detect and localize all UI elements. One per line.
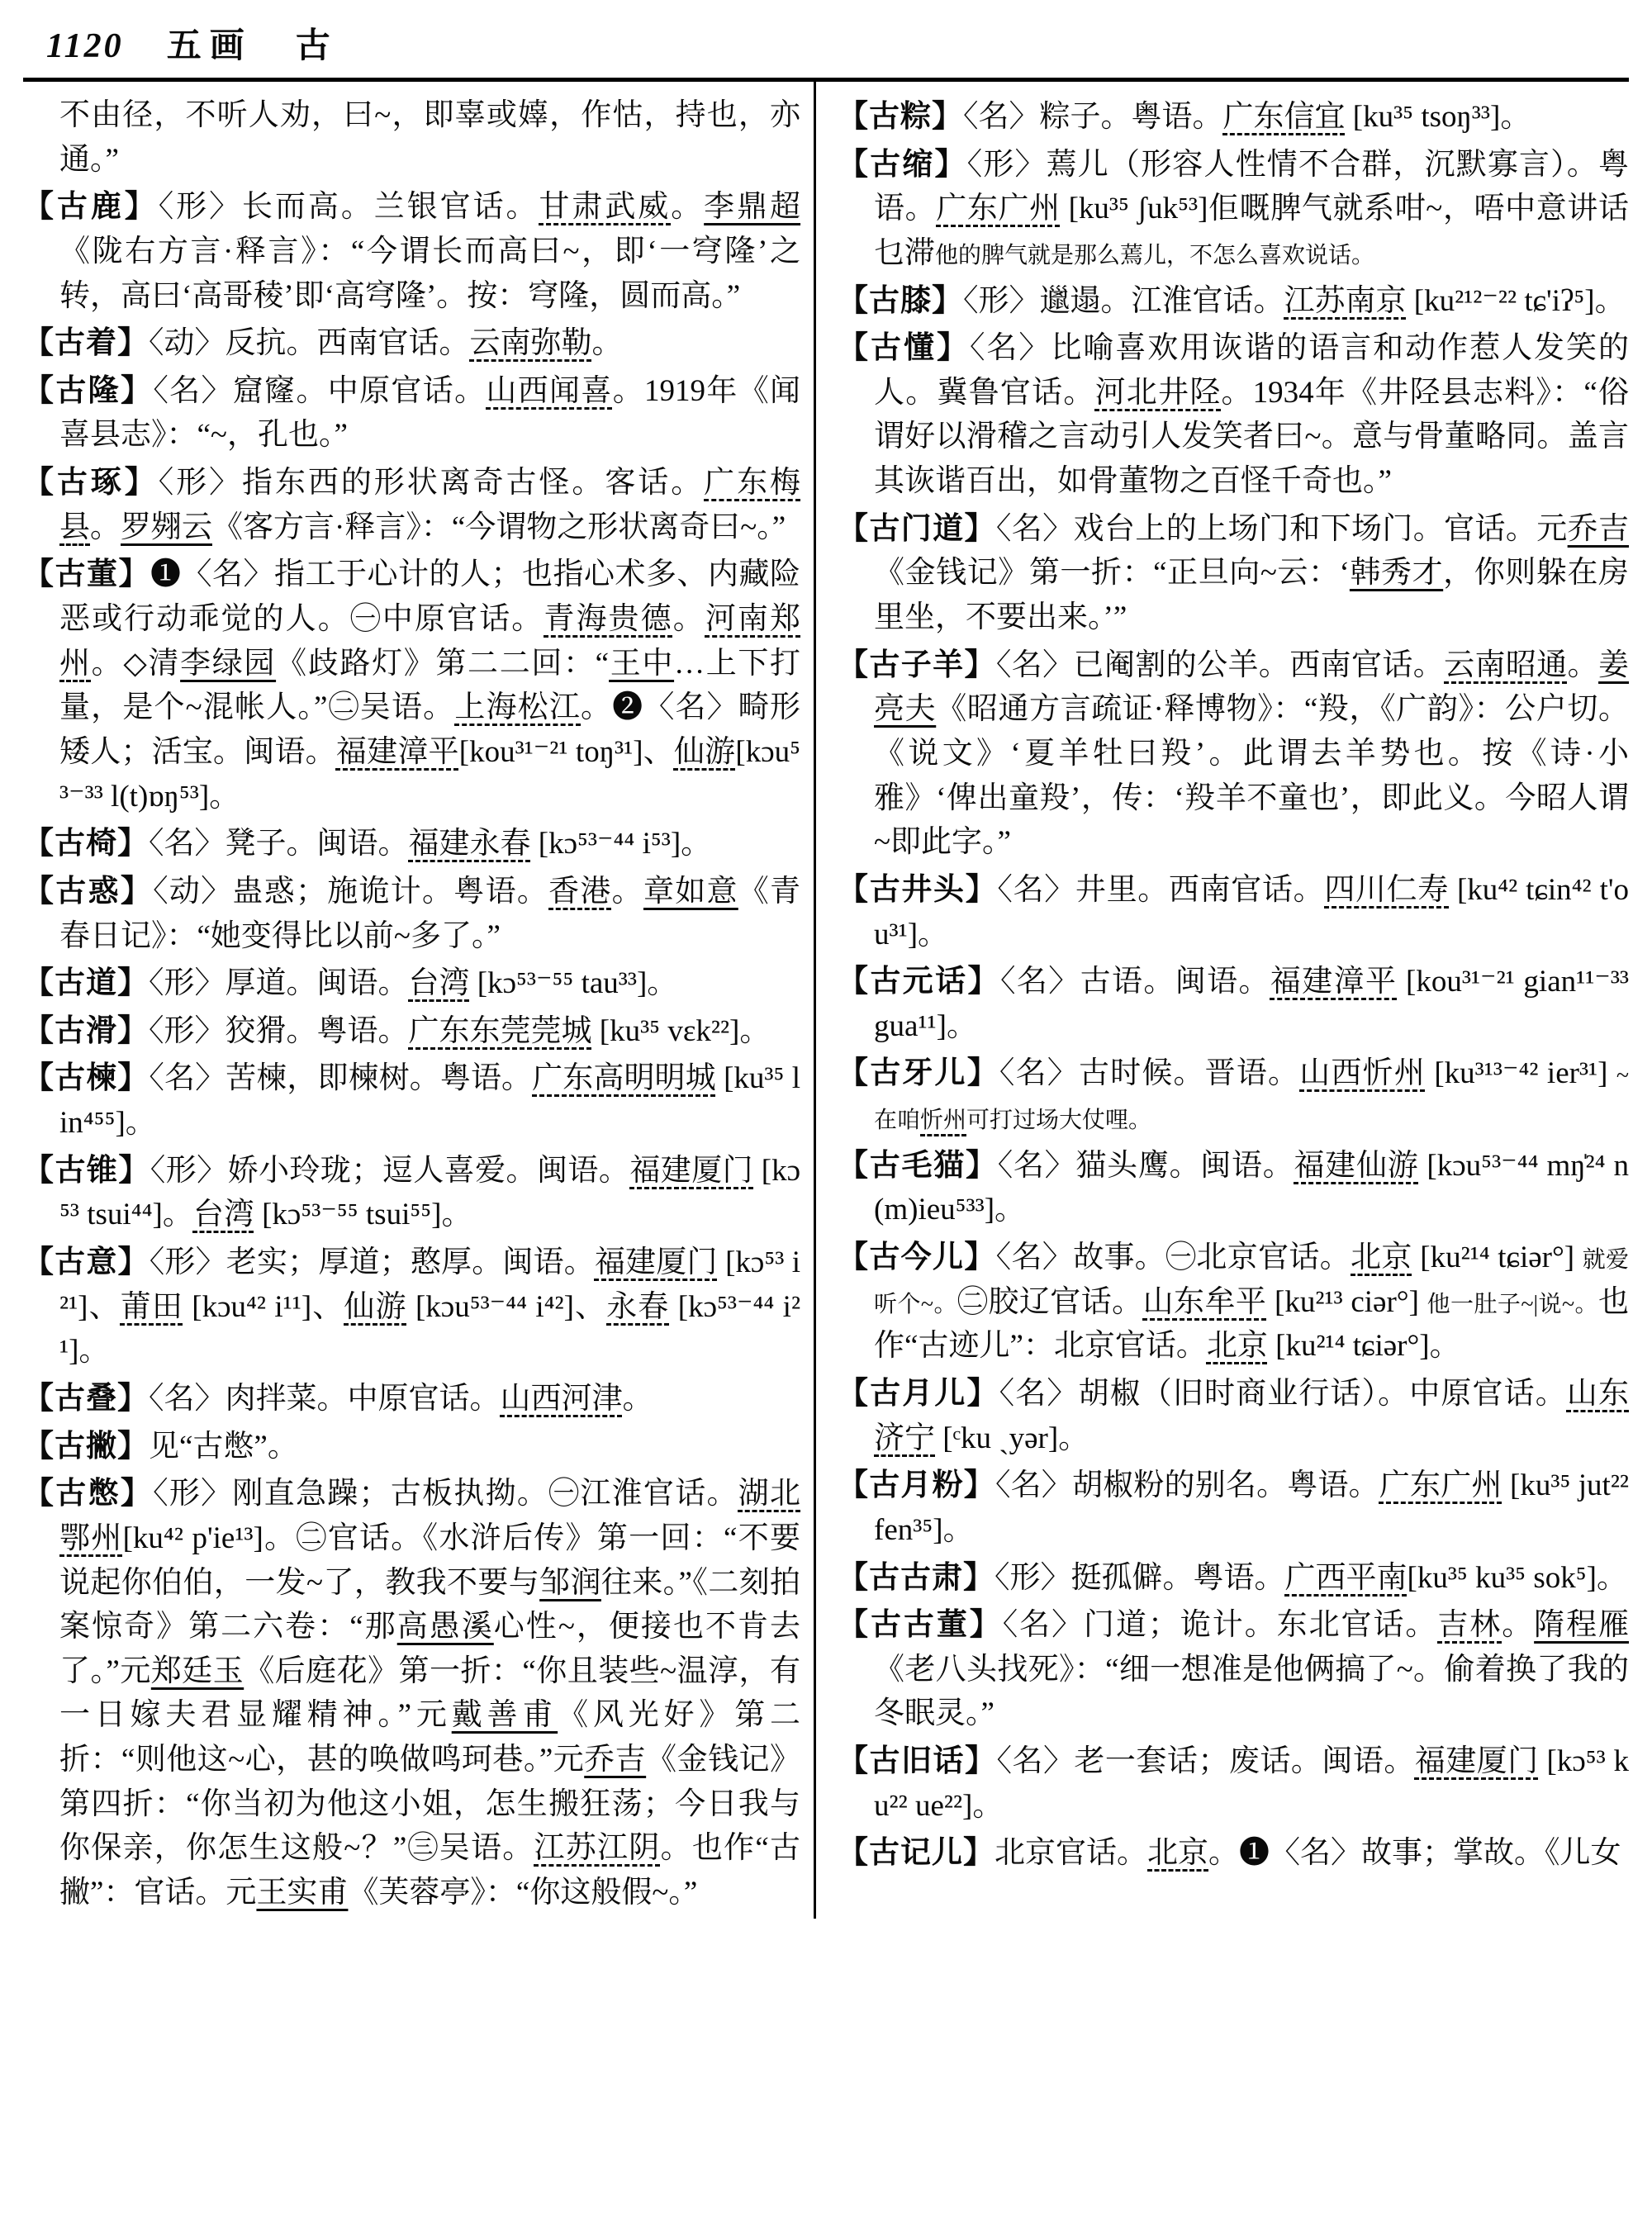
entry-text: [kɔu⁵³⁻³³ l(t)ɒŋ⁵³]。 <box>59 734 801 814</box>
entry-text: [kou³¹⁻²¹ toŋ³¹]、 <box>458 734 674 769</box>
entry-text: 〈名〉凳子。闽语。 <box>149 827 409 861</box>
dict-entry <box>23 1149 800 1237</box>
entry-text: [kɔ⁵³⁻⁵⁵ tau³³]。 <box>469 966 678 1001</box>
place-name: 吉林 <box>1437 1608 1502 1643</box>
place-name: 广西平南 <box>1284 1560 1408 1595</box>
dict-entry <box>838 95 1629 140</box>
entry-headword: 【古懂】 <box>838 331 970 366</box>
entry-text: 。 <box>671 190 705 225</box>
place-name: 福建厦门 <box>629 1153 754 1188</box>
entry-text: [ku³¹³⁻⁴² ier³¹] <box>1425 1056 1616 1091</box>
entry-text: [kou³¹⁻²¹ gian¹¹⁻³³ gua¹¹]。 <box>874 965 1630 1043</box>
dict-entry <box>838 143 1629 276</box>
person-name: 郑廷玉 <box>150 1654 244 1688</box>
entry-text: ㊁胶辽官话。 <box>957 1284 1143 1319</box>
place-name: 江苏南京 <box>1284 283 1407 318</box>
place-name: 北京 <box>1147 1836 1209 1871</box>
entry-text: 。 <box>622 1381 653 1416</box>
entry-text: 见“古憋”。 <box>149 1429 298 1464</box>
entry-text: 。 <box>591 326 623 361</box>
dict-entry <box>23 1377 800 1421</box>
place-name: 云南昭通 <box>1444 648 1568 682</box>
place-name: 山西忻州 <box>1299 1056 1426 1091</box>
entry-headword: 【古古肃】 <box>838 1560 995 1595</box>
entry-text: [ku³⁵ vɛk²²]。 <box>591 1013 771 1048</box>
entry-headword: 【古锥】 <box>23 1153 150 1188</box>
dict-entry <box>838 1556 1629 1601</box>
dict-entry <box>838 1739 1629 1828</box>
place-name: 福建仙游 <box>1294 1148 1419 1183</box>
entry-text: 《昭通方言疏证·释博物》：“羖，《广韵》：公户切。《说文》‘夏羊牡曰羖’。此谓去羊势也。按《诗·小雅》‘俾出童羖’，传：‘羖羊不童也’，即此义。今昭人谓~即此字。” <box>874 692 1630 860</box>
entry-text: [kɔ⁵³ tsui⁴⁴]。 <box>59 1153 801 1232</box>
place-name: 仙游 <box>673 734 736 769</box>
entry-text: 〈形〉长而高。兰银官话。 <box>158 190 539 225</box>
dict-entry <box>23 1425 800 1469</box>
place-name: 北京 <box>1351 1241 1412 1275</box>
dict-entry <box>838 1831 1629 1876</box>
entry-headword: 【古月儿】 <box>838 1376 999 1411</box>
person-name: 戴善甫 <box>451 1698 558 1733</box>
place-name: 湖北鄂州 <box>59 1477 801 1555</box>
place-name: 山西河津 <box>500 1381 623 1416</box>
entry-headword: 【古今儿】 <box>838 1241 996 1275</box>
person-name: 王实甫 <box>256 1875 349 1910</box>
entry-text: 〈形〉挺孤僻。粤语。 <box>995 1560 1285 1595</box>
dict-entry <box>23 1009 800 1054</box>
entry-text: 〈形〉邋遢。江淮官话。 <box>963 283 1284 318</box>
person-name: 李绿园 <box>180 646 277 681</box>
dict-entry <box>23 369 800 458</box>
entry-headword: 【古着】 <box>23 326 149 361</box>
dict-entry <box>23 961 800 1006</box>
person-name: 隋程雁 <box>1534 1608 1630 1643</box>
dict-entry <box>838 643 1629 865</box>
place-name: 广东广州 <box>936 192 1061 226</box>
place-name: 山东济宁 <box>874 1376 1630 1455</box>
entry-text: 〈名〉胡椒（旧时商业行话）。中原官话。 <box>999 1376 1567 1411</box>
entry-text: 〈形〉刚直急躁；古板执拗。㊀江淮官话。 <box>153 1477 738 1511</box>
entry-text: 。1934年《井陉县志料》：“俗谓好以滑稽之言动引人发笑者曰~。意与骨董略同。盖言其诙谐百出，如骨董物之百怪千奇也。” <box>874 375 1630 499</box>
entry-text: 。1919年《闻喜县志》：“~，孔也。” <box>59 373 801 453</box>
entry-text: 《歧路灯》第二二回：“ <box>276 646 610 681</box>
entry-text: [ku³⁵ tsoŋ³³]。 <box>1345 100 1531 134</box>
entry-headword: 【古撇】 <box>23 1429 149 1464</box>
place-name: 福建永春 <box>408 827 531 861</box>
entry-text: 心性~，便接也不肯去了。”元 <box>59 1610 801 1688</box>
person-name: 章如意 <box>643 874 738 909</box>
entry-text: 。 <box>1502 1608 1535 1643</box>
entry-text: [ku³⁵ ʃuk⁵³]佢嘅脾气就系咁~，唔中意讲话乜滞 <box>874 192 1630 270</box>
small-gloss: ~在咱 <box>874 1063 1630 1134</box>
entry-text: 〈名〉门道；诡计。东北官话。 <box>1002 1608 1438 1643</box>
entry-headword: 【古毛猫】 <box>838 1148 998 1183</box>
place-name: 福建漳平 <box>335 734 459 769</box>
place-name: 山西闻喜 <box>486 373 613 408</box>
person-name: 邹润 <box>539 1565 601 1600</box>
small-gloss: 他的脾气就是那么蔫儿，不怎么喜欢说话。 <box>935 242 1375 268</box>
entry-text: 往来。”《二刻拍案惊奇》第二六卷：“那 <box>59 1565 801 1644</box>
entry-headword: 【古牙儿】 <box>838 1056 999 1091</box>
place-name: 香港 <box>548 874 612 909</box>
place-name: 江苏江阴 <box>534 1831 661 1866</box>
dict-entry <box>23 1472 800 1914</box>
small-gloss: 他一肚子~|说~。 <box>1427 1291 1599 1317</box>
dict-entry <box>838 1236 1629 1369</box>
entry-headword: 【古惑】 <box>23 874 154 909</box>
entry-text: [ku⁴² p'ie¹³]。㊁官话。《水浒后传》第一回：“不要说起你伯伯，一发~了，教我不要与 <box>59 1521 801 1600</box>
entry-text: [kɔu⁴² i¹¹]、 <box>183 1289 344 1324</box>
entry-text: 〈形〉蔫儿（形容人性情不合群，沉默寡言）。粤语。 <box>874 147 1630 226</box>
entry-headword: 【古记儿】 <box>838 1836 995 1871</box>
entry-text: 《陇右方言·释言》：“今谓长而高曰~，即‘一穹隆’之转，高曰‘高哥稜’即‘高穹隆’。按：穹隆，圆而高。” <box>59 234 801 313</box>
entry-text: [ku²¹⁴ tɕiər°] <box>1412 1241 1583 1275</box>
entry-text: 〈形〉厚道。闽语。 <box>149 966 409 1001</box>
entry-text: 〈名〉比喻喜欢用诙谐的语言和动作惹人发笑的人。冀鲁官话。 <box>874 331 1630 410</box>
person-name: 王中 <box>609 646 675 681</box>
entry-text: 〈形〉老实；厚道；憨厚。闽语。 <box>149 1245 595 1280</box>
person-name: 韩秀才 <box>1349 556 1444 591</box>
place-name: 广东高明明城 <box>532 1061 716 1096</box>
place-name: 福建厦门 <box>594 1245 718 1280</box>
place-name: 福建厦门 <box>1414 1744 1539 1779</box>
entry-text: [ku³⁵ ku³⁵ sok⁵]。 <box>1407 1560 1627 1595</box>
dict-entry <box>23 321 800 366</box>
dict-entry <box>838 279 1629 324</box>
entry-text: [kɔ⁵³⁻⁴⁴ i²¹]。 <box>59 1289 801 1369</box>
dict-entry <box>23 185 800 318</box>
dict-entry <box>23 822 800 866</box>
page-number: 1120 <box>46 27 124 65</box>
entry-headword: 【古隆】 <box>23 373 154 408</box>
entry-text: [ku²¹³ ciər°] <box>1266 1284 1427 1319</box>
entry-text: [kɔu⁵³⁻⁴⁴ i⁴²]、 <box>406 1289 607 1324</box>
entry-text: 〈名〉故事。㊀北京官话。 <box>995 1241 1351 1275</box>
entry-headword: 【古旧话】 <box>838 1744 997 1779</box>
place-name: 忻州 <box>920 1108 967 1134</box>
right-column <box>814 82 1629 1919</box>
entry-text: 。也作“古撇”：官话。元 <box>59 1831 801 1910</box>
entry-headword: 【古叠】 <box>23 1381 149 1416</box>
entry-text: [kɔu⁵³⁻⁴⁴ mŋ̍²⁴ n(m)ieu⁵³³]。 <box>874 1148 1630 1227</box>
entry-headword: 【古憋】 <box>23 1477 154 1511</box>
place-name: 青海贵德 <box>544 602 673 637</box>
place-name: 台湾 <box>192 1198 254 1232</box>
place-name: 台湾 <box>408 966 470 1001</box>
place-name: 广东信宜 <box>1222 100 1346 134</box>
entry-headword: 【古月粉】 <box>838 1468 995 1503</box>
place-name: 四川仁寿 <box>1324 872 1450 907</box>
dict-entry <box>838 326 1629 504</box>
entry-text: 《青春日记》：“她变得比以前~多了。” <box>59 874 801 953</box>
entry-headword: 【古道】 <box>23 966 149 1001</box>
entry-text: 。 <box>672 602 705 637</box>
entry-text: [ku²¹²⁻²² tɕ'iʔ⁵]。 <box>1406 283 1626 318</box>
entry-text: 〈形〉指东西的形状离奇古怪。客话。 <box>158 466 705 501</box>
dict-entry <box>838 507 1629 640</box>
entry-text: 。 <box>90 510 121 544</box>
entry-text: 〈名〉古时候。晋语。 <box>999 1056 1300 1091</box>
entry-text: 〈名〉老一套话；废话。闽语。 <box>996 1744 1415 1779</box>
dict-entry <box>23 1056 800 1145</box>
dict-entry <box>23 870 800 958</box>
entry-text: 〈名〉窟窿。中原官话。 <box>153 373 487 408</box>
entry-text: 〈动〉反抗。西南官话。 <box>149 326 470 361</box>
place-name: 广东东莞莞城 <box>408 1013 592 1048</box>
place-name: 山东牟平 <box>1142 1284 1267 1319</box>
entry-text: …上下打量，是个~混帐人。”㊁吴语。 <box>59 646 801 725</box>
entry-text: [ᶜku ˏyər]。 <box>935 1421 1089 1455</box>
person-name: 姜亮夫 <box>874 648 1630 727</box>
entry-text: 不由径，不听人劝，曰~，即辜或嫴，作怙，持也，亦通。” <box>59 98 801 177</box>
entry-headword: 【古琢】 <box>23 466 159 501</box>
dict-entry <box>838 1603 1629 1736</box>
entry-text: [kɔ⁵³ i²¹]、 <box>59 1245 801 1324</box>
entry-text: [ku²¹⁴ tɕiər°]。 <box>1267 1329 1460 1364</box>
person-name: 乔吉 <box>1567 511 1630 546</box>
place-name: 仙游 <box>344 1289 407 1324</box>
entry-text: 〈形〉狡猾。粤语。 <box>149 1013 409 1048</box>
dict-entry <box>838 1464 1629 1552</box>
small-gloss: 就爱听个~。 <box>874 1247 1630 1317</box>
place-name: 永春 <box>606 1289 670 1324</box>
place-name: 河北井陉 <box>1094 375 1222 410</box>
entry-headword: 【古鹿】 <box>23 190 159 225</box>
entry-text: 《芙蓉亭》：“你这般假~。” <box>348 1875 698 1910</box>
entry-text: 北京官话。 <box>995 1836 1148 1871</box>
place-name: 广东梅县 <box>59 466 801 544</box>
person-name: 乔吉 <box>584 1743 647 1777</box>
place-name: 莆田 <box>120 1289 183 1324</box>
place-name: 河南郑州 <box>59 602 801 681</box>
entry-headword: 【古子羊】 <box>838 648 996 682</box>
person-name: 罗翙云 <box>121 510 212 544</box>
entry-headword: 【古楝】 <box>23 1061 150 1096</box>
entry-headword: 【古椅】 <box>23 827 149 861</box>
entry-text: 〈名〉猫头鹰。闽语。 <box>997 1148 1294 1183</box>
place-name: 上海松江 <box>454 690 581 725</box>
entry-text: 。◇清 <box>91 646 181 681</box>
dict-entry <box>838 960 1629 1048</box>
entry-text: [kɔ⁵³⁻⁴⁴ i⁵³]。 <box>530 827 712 861</box>
dict-entry <box>838 1051 1629 1140</box>
entry-text: 《老八头找死》：“细一想准是他俩搞了~。偷着换了我的冬眠灵。” <box>874 1652 1629 1731</box>
entry-text: ❶〈名〉指工于心计的人；也指心术多、内藏险恶或行动乖觉的人。㊀中原官话。 <box>59 558 801 637</box>
place-name: 云南弥勒 <box>469 326 592 361</box>
entry-text: 也作“古迹儿”：北京官话。 <box>874 1284 1630 1364</box>
dict-entry <box>23 461 800 549</box>
entry-text: 〈形〉娇小玲珑；逗人喜爱。闽语。 <box>150 1153 630 1188</box>
entry-text: 。 <box>611 874 643 909</box>
entry-headword: 【古滑】 <box>23 1013 149 1048</box>
person-name: 高愚溪 <box>396 1610 494 1644</box>
person-name: 李鼎超 <box>704 190 801 225</box>
entry-text: 〈名〉粽子。粤语。 <box>963 100 1223 134</box>
entry-headword: 【古膝】 <box>838 283 964 318</box>
entry-text: 《风光好》第二折：“则他这~心，甚的唤做鸣珂巷。”元 <box>59 1698 801 1777</box>
place-name: 甘肃武威 <box>539 190 672 225</box>
section-title: 五画 古 <box>166 27 339 65</box>
entry-headword: 【古粽】 <box>838 100 964 134</box>
page-header <box>46 18 1629 68</box>
entry-headword: 【古古董】 <box>838 1608 1003 1643</box>
entry-text: [ku³⁵ lin⁴⁵⁵]。 <box>59 1061 801 1141</box>
left-column <box>23 82 814 1919</box>
place-name: 福建漳平 <box>1270 965 1398 999</box>
entry-text: 。❷〈名〉畸形矮人；活宝。闽语。 <box>59 690 801 769</box>
small-gloss: 可打过场大仗哩。 <box>966 1108 1152 1134</box>
entry-headword: 【古元话】 <box>838 965 1000 999</box>
text-columns <box>23 82 1629 1919</box>
dict-entry <box>838 868 1629 956</box>
entry-text: 。 <box>1567 648 1599 682</box>
place-name: 广东广州 <box>1379 1468 1502 1503</box>
entry-text: 〈名〉已阉割的公羊。西南官话。 <box>995 648 1445 682</box>
entry-text: 〈动〉蛊惑；施诡计。粤语。 <box>153 874 549 909</box>
entry-text: 〈名〉苦楝，即楝树。粤语。 <box>149 1061 533 1096</box>
entry-text: 〈名〉肉拌菜。中原官话。 <box>149 1381 501 1416</box>
entry-text: 《后庭花》第一折：“你且装些~温淳，有一日嫁夫君显耀精神。”元 <box>59 1654 801 1733</box>
entry-headword: 【古井头】 <box>838 872 998 907</box>
dict-entry-continuation <box>23 93 800 182</box>
dict-entry <box>838 1144 1629 1232</box>
entry-text: 〈名〉戏台上的上场门和下场门。官话。元 <box>995 511 1568 546</box>
entry-headword: 【古缩】 <box>838 147 967 182</box>
entry-headword: 【古意】 <box>23 1245 150 1280</box>
dict-entry <box>23 553 800 818</box>
entry-text: [kɔ⁵³⁻⁵⁵ tsui⁵⁵]。 <box>254 1198 472 1232</box>
entry-text: [kɔ⁵³ ku²² ue²²]。 <box>874 1744 1630 1823</box>
entry-text: 《客方言·释言》：“今谓物之形状离奇曰~。” <box>212 510 786 544</box>
entry-headword: 【古董】 <box>23 558 151 592</box>
place-name: 北京 <box>1206 1329 1268 1364</box>
entry-text: 《金钱记》第一折：“正旦向~云：‘ <box>874 556 1350 591</box>
entry-text: [ku³⁵ jut²² fen³⁵]。 <box>874 1468 1630 1547</box>
entry-text: ，你则躲在房里坐，不要出来。’” <box>874 556 1630 635</box>
entry-text: 《金钱记》第四折：“你当初为他这小姐，怎生搬狂荡；今日我与你保亲，你怎生这般~？”㊂吴语。 <box>59 1743 801 1866</box>
entry-text: 〈名〉古语。闽语。 <box>999 965 1270 999</box>
entry-text: 。❶〈名〉故事；掌故。《儿女 <box>1208 1836 1621 1871</box>
dict-entry <box>838 1372 1629 1460</box>
entry-text: [ku⁴² tɕin⁴² t'ou³¹]。 <box>874 872 1630 951</box>
entry-text: 〈名〉胡椒粉的别名。粤语。 <box>995 1468 1379 1503</box>
entry-text: 〈名〉井里。西南官话。 <box>997 872 1325 907</box>
entry-headword: 【古门道】 <box>838 511 996 546</box>
dict-entry <box>23 1241 800 1374</box>
